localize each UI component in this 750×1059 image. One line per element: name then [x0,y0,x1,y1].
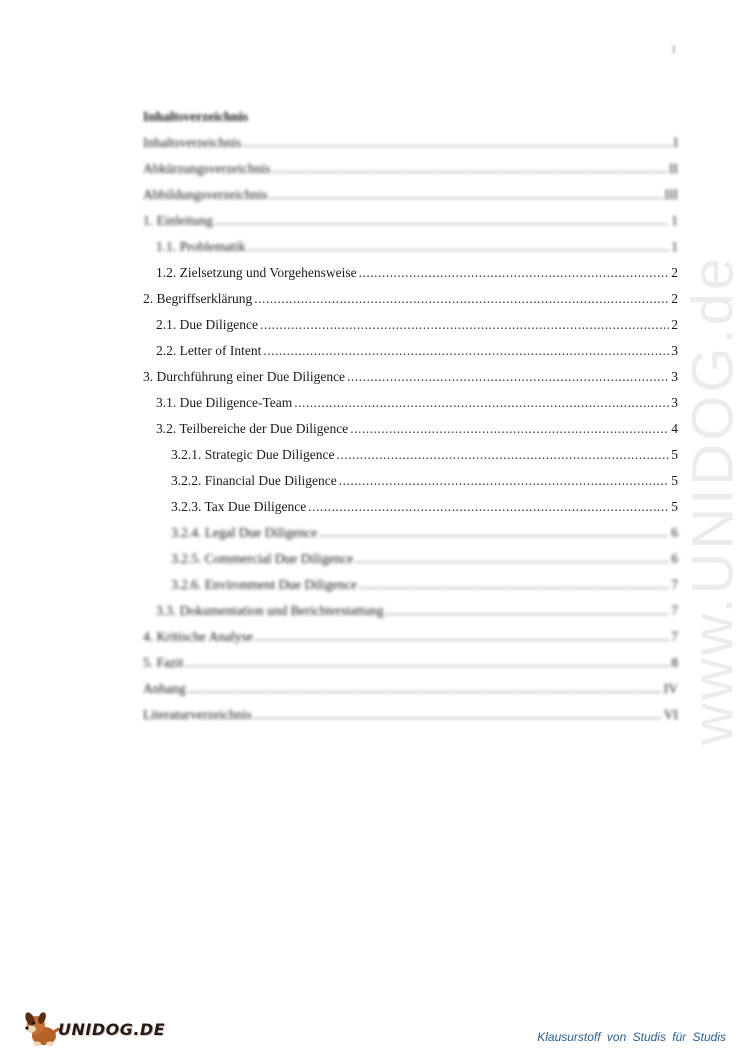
toc-entry-page: 2 [671,291,678,306]
toc-entry-label: 5. Fazit [143,655,184,670]
toc-entry[interactable] [143,442,678,468]
toc-entry-label: 2.2. Letter of Intent [156,343,262,358]
toc-entry-page: 6 [671,525,678,540]
toc-entry-page: 5 [671,447,678,462]
toc-entry-page: 4 [671,421,678,436]
toc-entry-page: 2 [671,317,678,332]
toc-dot-leader [260,312,669,338]
toc-entry-page: 5 [671,499,678,514]
toc-entry[interactable] [143,494,678,520]
toc-entry-page: 7 [671,603,678,618]
toc-entry[interactable] [143,260,678,286]
toc-entry-page: 1 [671,239,678,254]
toc-dot-leader [215,208,670,234]
footer-tagline: Klausurstoff von Studis für Studis [537,1030,726,1044]
toc-dot-leader [269,182,662,208]
toc-entry-page: 5 [671,473,678,488]
toc-entry-page: IV [663,681,678,696]
watermark: www.UNIDOG.de [680,254,746,746]
toc-entry[interactable] [143,468,678,494]
toc-entry-page: III [664,187,678,202]
toc-entry-label: Abkürzungsverzeichnis [143,161,271,176]
toc-dot-leader [359,572,669,598]
toc-dot-leader [359,260,670,286]
toc-entry[interactable] [143,364,678,390]
toc-entry-label: 3.3. Dokumentation und Berichterstattung [156,603,384,618]
toc-entry[interactable] [143,182,678,208]
toc-entry-page: 7 [671,577,678,592]
toc-entry-label: 3. Durchführung einer Due Diligence [143,369,346,384]
toc-dot-leader [186,650,670,676]
toc-entry[interactable] [143,598,678,624]
toc-entry[interactable] [143,286,678,312]
toc-entry[interactable] [143,156,678,182]
toc-entry-label: 1.1. Problematik [156,239,246,254]
toc-entry-label: 2. Begriffserklärung [143,291,253,306]
toc-entry-label: 3.2. Teilbereiche der Due Diligence [156,421,349,436]
toc-entry-page: 2 [671,265,678,280]
toc-entry-label: 3.2.5. Commercial Due Diligence [171,551,354,566]
page-number: I [672,44,676,56]
toc-entry-page: 7 [671,629,678,644]
toc-entry-label: 3.2.6. Environment Due Diligence [171,577,357,592]
toc-entry-label: 3.1. Due Diligence-Team [156,395,293,410]
toc-entry-label: 1. Einleitung [143,213,213,228]
toc-entry-page: 8 [671,655,678,670]
toc-dot-leader [350,416,669,442]
toc-entry-label: 3.2.4. Legal Due Diligence [171,525,318,540]
toc-dot-leader [319,520,669,546]
toc-entry[interactable] [143,546,678,572]
toc-entry[interactable] [143,416,678,442]
toc-entry[interactable] [143,676,678,702]
toc-entry-label: 3.2.3. Tax Due Diligence [171,499,307,514]
toc-dot-leader [336,442,669,468]
toc-entry-page: II [669,161,678,176]
toc-dot-leader [294,390,669,416]
toc-entry[interactable] [143,234,678,260]
toc-entry-page: 3 [671,343,678,358]
toc-entry[interactable] [143,650,678,676]
toc-entry[interactable] [143,208,678,234]
toc-dot-leader [339,468,670,494]
toc-entry-label: Inhaltsverzeichnis [143,135,242,150]
toc-entry-label: Anhang [143,681,186,696]
toc-dot-leader [254,702,662,728]
toc-entry[interactable] [143,390,678,416]
toc-dot-leader [248,234,670,260]
toc-entry-label: Abbildungsverzeichnis [143,187,268,202]
toc-dot-leader [347,364,669,390]
logo-text: UNIDOG.DE [58,1019,166,1039]
toc-dot-leader [272,156,667,182]
toc-dot-leader [263,338,669,364]
toc-dot-leader [243,130,671,156]
toc-entry-label: 3.2.2. Financial Due Diligence [171,473,337,488]
toc-entry[interactable] [143,338,678,364]
table-of-contents [143,130,678,728]
unidog-logo[interactable] [22,1010,165,1048]
toc-entry-page: 3 [671,395,678,410]
toc-entry[interactable] [143,520,678,546]
toc-dot-leader [255,624,669,650]
toc-entry[interactable] [143,702,678,728]
toc-dot-leader [254,286,669,312]
toc-dot-leader [355,546,669,572]
toc-entry-label: 3.2.1. Strategic Due Diligence [171,447,335,462]
toc-entry[interactable] [143,312,678,338]
toc-entry-label: 2.1. Due Diligence [156,317,258,332]
toc-entry-label: 4. Kritische Analyse [143,629,253,644]
toc-entry-page: 6 [671,551,678,566]
toc-entry-page: I [673,135,678,150]
toc-entry[interactable] [143,624,678,650]
toc-entry-page: 3 [671,369,678,384]
toc-entry-label: 1.2. Zielsetzung und Vorgehensweise [156,265,357,280]
toc-entry-label: Literaturverzeichnis [143,707,252,722]
toc-dot-leader [188,676,662,702]
toc-entry[interactable] [143,130,678,156]
toc-entry[interactable] [143,572,678,598]
toc-entry-page: 1 [671,213,678,228]
toc-dot-leader [308,494,669,520]
toc-heading: Inhaltsverzeichnis [143,109,249,124]
toc-entry-page: VI [663,707,678,722]
toc-dot-leader [386,598,670,624]
